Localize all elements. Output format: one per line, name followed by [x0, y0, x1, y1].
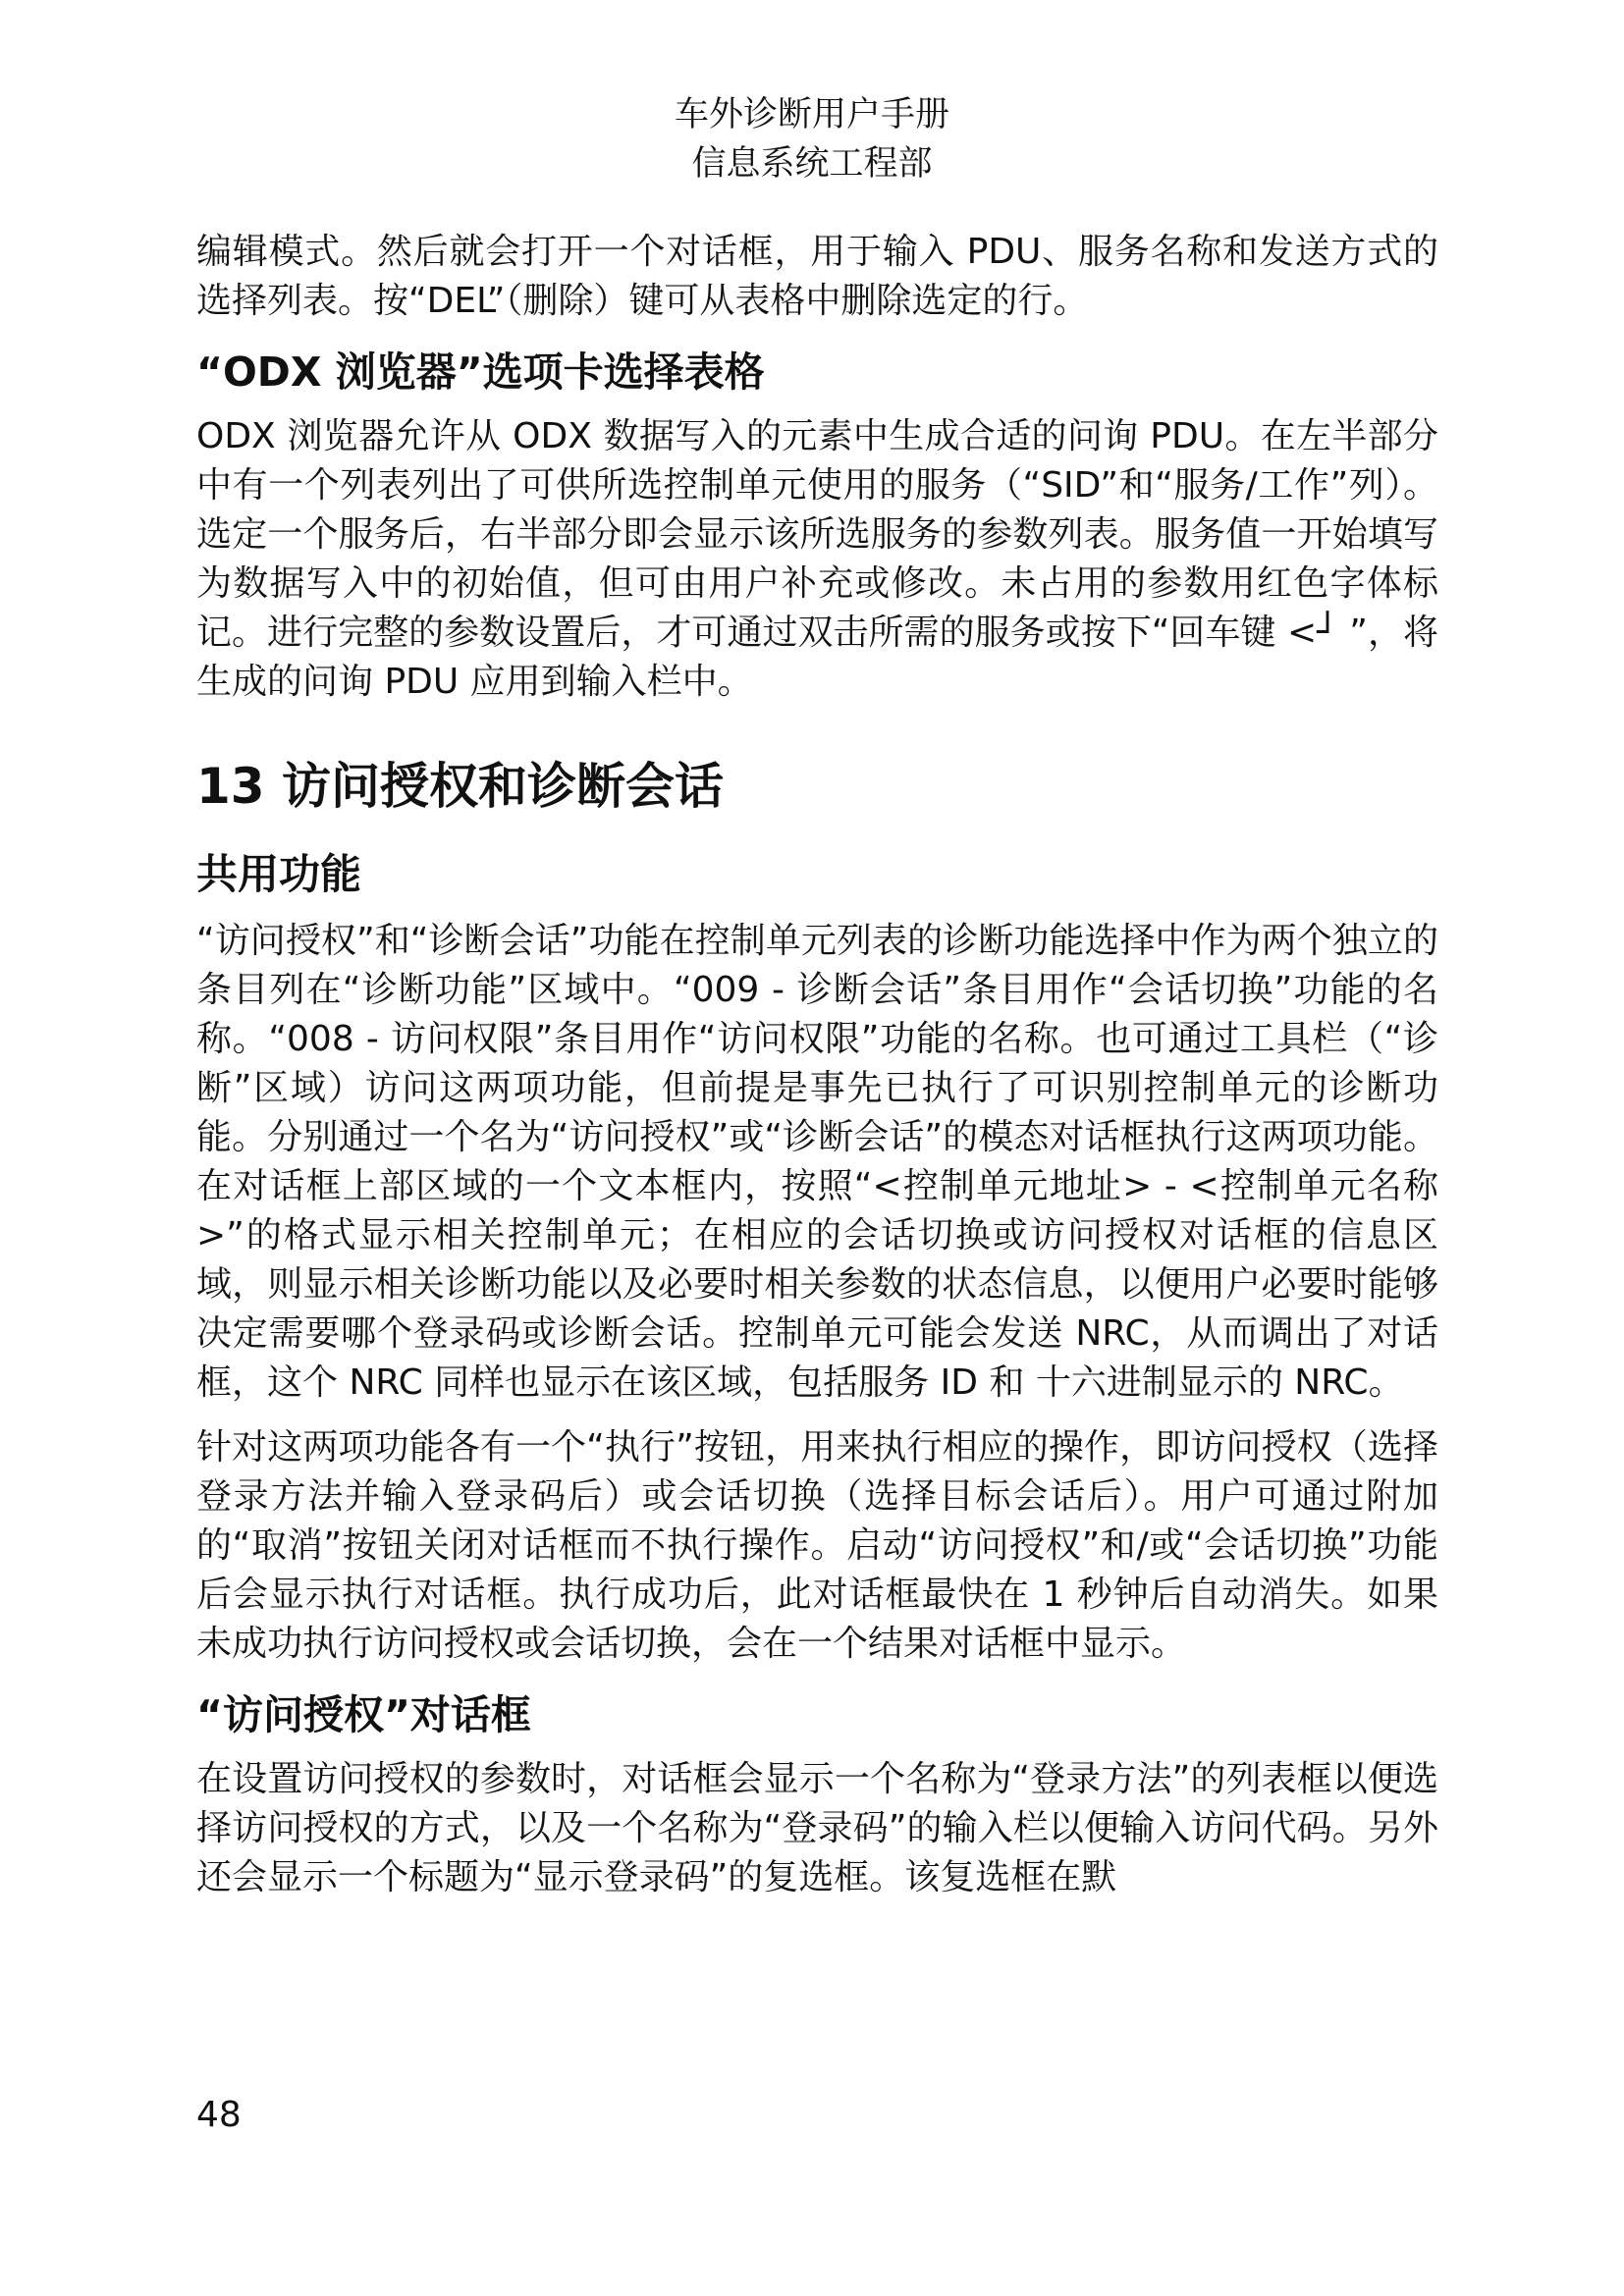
manual-title: 车外诊断用户手册: [674, 95, 949, 134]
intro-paragraph: 编辑模式。然后就会打开一个对话框，用于输入 PDU、服务名称和发送方式的选择列表。按“DEL”（删除）键可从表格中删除选定的行。: [196, 232, 1438, 321]
common-functions-paragraph-1: “访问授权”和“诊断会话”功能在控制单元列表的诊断功能选择中作为两个独立的条目列在“诊断功能”区域中。“009 - 诊断会话”条目用作“会话切换”功能的名称。“008 - 访问权限”条目用作“访问权限”功能的名称。也可通过工具栏（“诊断”区域）访问这两项功能，但前提是事先已执行了可识别控制单元的诊断功能。分别通过一个名为“访问授权”或“诊断会话”的模态对话框执行这两项功能。在对话框上部区域的一个文本框内，按照“<控制单元地址> - <控制单元名称>”的格式显示相关控制单元；在相应的会话切换或访问授权对话框的信息区域，则显示相关诊断功能以及必要时相关参数的状态信息，以便用户必要时能够决定需要哪个登录码或诊断会话。控制单元可能会发送 NRC，从而调出了对话框，这个 NRC 同样也显示在该区域，包括服务 ID 和 十六进制显示的 NRC。: [196, 921, 1438, 1403]
common-functions-heading: 共用功能: [196, 850, 362, 898]
odx-section-paragraph: ODX 浏览器允许从 ODX 数据写入的元素中生成合适的问询 PDU。在左半部分中有一个列表列出了可供所选控制单元使用的服务（“SID”和“服务/工作”列）。选定一个服务后，右半部分即会显示该所选服务的参数列表。服务值一开始填写为数据写入中的初始值，但可由用户补充或修改。未占用的参数用红色字体标记。进行完整的参数设置后，才可通过双击所需的服务或按下“回车键 <┘ ”，将生成的问询 PDU 应用到输入栏中。: [196, 416, 1438, 702]
page-header: [0, 90, 1624, 188]
chapter-heading: 13 访问授权和诊断会话: [196, 758, 724, 815]
common-functions-paragraph-2: 针对这两项功能各有一个“执行”按钮，用来执行相应的操作，即访问授权（选择登录方法并输入登录码后）或会话切换（选择目标会话后）。用户可通过附加的“取消”按钮关闭对话框而不执行操作。启动“访问授权”和/或“会话切换”功能后会显示执行对话框。执行成功后，此对话框最快在 1 秒钟后自动消失。如果未成功执行访问授权或会话切换，会在一个结果对话框中显示。: [196, 1427, 1438, 1664]
page-number: 48: [196, 2095, 242, 2135]
department-name: 信息系统工程部: [691, 144, 933, 184]
access-dialog-heading: “访问授权”对话框: [196, 1691, 531, 1738]
access-dialog-paragraph: 在设置访问授权的参数时，对话框会显示一个名称为“登录方法”的列表框以便选择访问授权的方式，以及一个名称为“登录码”的输入栏以便输入访问代码。另外还会显示一个标题为“显示登录码”的复选框。该复选框在默: [196, 1759, 1438, 1897]
page-content: [196, 228, 1438, 1918]
odx-section-heading: “ODX 浏览器”选项卡选择表格: [196, 348, 765, 396]
